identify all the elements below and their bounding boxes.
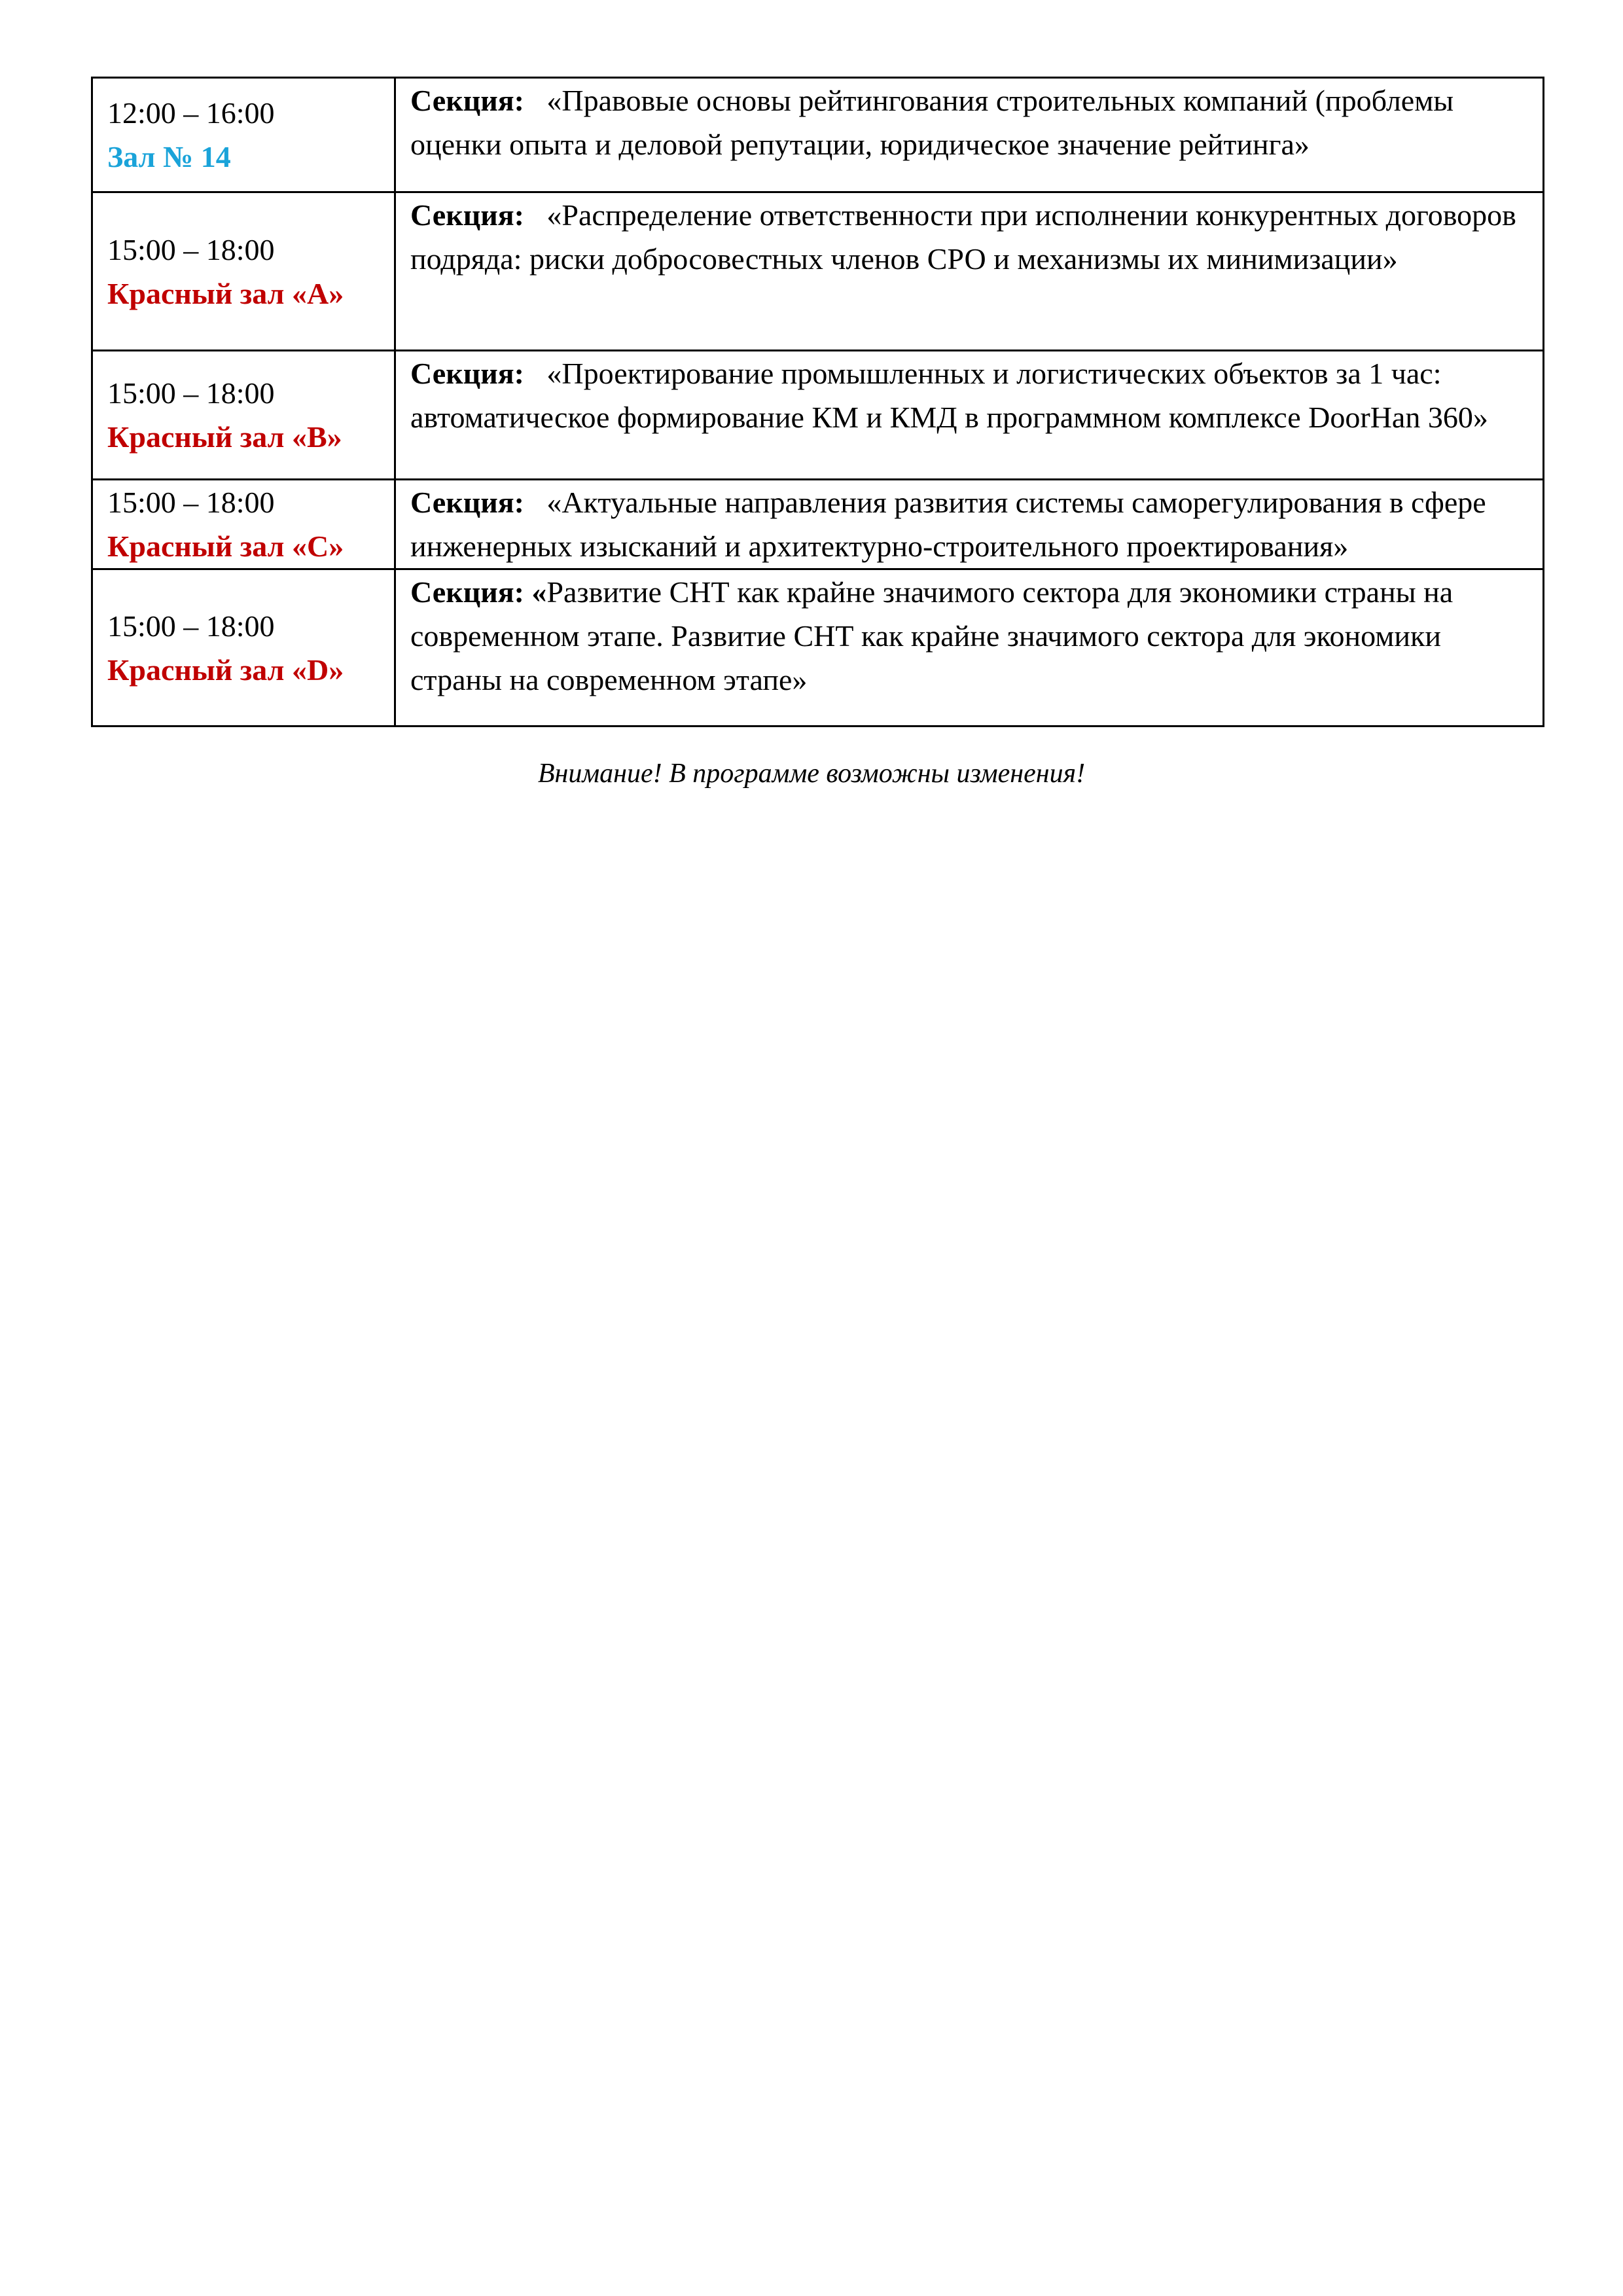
table-row (92, 192, 1544, 351)
hall-name: Красный зал «С» (107, 529, 344, 563)
section-cell (395, 78, 1544, 192)
time-hall-cell (92, 480, 395, 569)
session-time: 15:00 – 18:00 (107, 486, 275, 519)
hall-name: Красный зал «B» (107, 420, 342, 454)
section-title: «Распределение ответственности при исполнении конкурентных договоров подряда: риски добросовестных членов СРО и механизмы их минимизации» (410, 198, 1516, 276)
section-title: Развитие СНТ как крайне значимого сектора для экономики страны на современном этапе. Развитие СНТ как крайне значимого сектора для экономики страны на современном этапе» (410, 575, 1454, 696)
table-row (92, 78, 1544, 192)
table-row (92, 480, 1544, 569)
session-time: 12:00 – 16:00 (107, 96, 275, 130)
section-cell (395, 480, 1544, 569)
section-label: Секция: « (410, 575, 547, 609)
section-cell (395, 569, 1544, 726)
hall-name: Зал № 14 (107, 140, 231, 173)
table-row (92, 351, 1544, 480)
hall-name: Красный зал «D» (107, 653, 344, 687)
section-label: Секция: (410, 84, 539, 117)
section-title: «Правовые основы рейтингования строительных компаний (проблемы оценки опыта и деловой репутации, юридическое значение рейтинга» (410, 84, 1454, 161)
section-title: «Актуальные направления развития системы саморегулирования в сфере инженерных изысканий и архитектурно-строительного проектирования» (410, 486, 1486, 563)
section-title: «Проектирование промышленных и логистических объектов за 1 час: автоматическое формирование КМ и КМД в программном комплексе DoorHan 360» (410, 357, 1488, 434)
schedule-table (91, 77, 1544, 727)
hall-name: Красный зал «А» (107, 276, 344, 310)
section-label: Секция: (410, 486, 539, 519)
session-time: 15:00 – 18:00 (107, 376, 275, 410)
time-hall-cell (92, 569, 395, 726)
section-label: Секция: (410, 357, 539, 390)
time-hall-cell (92, 351, 395, 480)
time-hall-cell (92, 192, 395, 351)
table-row (92, 569, 1544, 726)
section-label: Секция: (410, 198, 539, 232)
section-cell (395, 192, 1544, 351)
section-cell (395, 351, 1544, 480)
changes-notice: Внимание! В программе возможны изменения! (537, 759, 1086, 789)
time-hall-cell (92, 78, 395, 192)
session-time: 15:00 – 18:00 (107, 232, 275, 266)
session-time: 15:00 – 18:00 (107, 609, 275, 643)
